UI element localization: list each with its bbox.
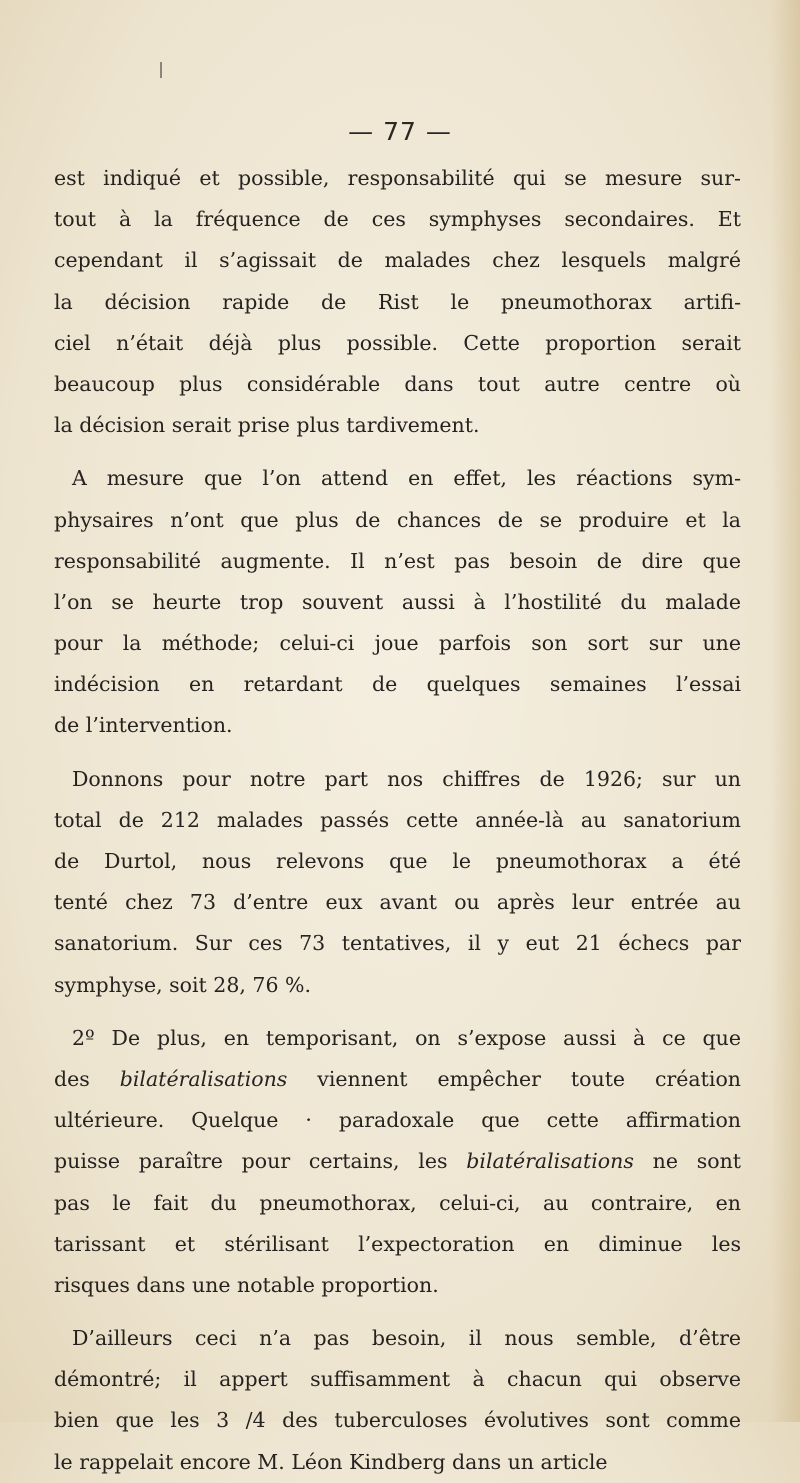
paragraph-gap xyxy=(54,747,741,759)
text-line: de Durtol, nous relevons que le pneumothorax a été xyxy=(54,849,741,873)
text-line: est indiqué et possible, responsabilité qui se mesure sur- xyxy=(54,166,741,190)
italic-term: bilatéralisations xyxy=(466,1149,634,1174)
text-line xyxy=(54,1059,741,1100)
text-line: tout à la fréquence de ces symphyses secondaires. Et xyxy=(54,207,741,232)
text-line: le rappelait encore M. Léon Kindberg dans un article xyxy=(54,1449,608,1474)
text-line: pour la méthode; celui-ci joue parfois son sort sur une xyxy=(54,631,741,656)
text-line: l’on se heurte trop souvent aussi à l’hostilité du malade xyxy=(54,589,741,614)
text-line xyxy=(54,1141,741,1182)
text-line: total de 212 malades passés cette année-là au sanatorium xyxy=(54,807,741,832)
text-line: la décision rapide de Rist le pneumothorax artifi- xyxy=(54,289,741,314)
text-segment: puisse paraître pour certains, les xyxy=(54,1149,467,1174)
text-line: A mesure que l’on attend en effet, les réactions sym- xyxy=(72,466,741,491)
page-number: — 77 — xyxy=(348,117,452,146)
text-segment: viennent empêcher toute création xyxy=(287,1066,741,1091)
text-line: pas le fait du pneumothorax, celui-ci, au contraire, en xyxy=(54,1190,741,1215)
text-line: Donnons pour notre part nos chiffres de 1926; sur un xyxy=(72,766,741,791)
text-line: beaucoup plus considérable dans tout autre centre où xyxy=(54,371,741,396)
body-text xyxy=(54,158,741,1483)
margin-mark xyxy=(160,62,162,78)
text-line: de l’intervention. xyxy=(54,713,233,738)
text-line: indécision en retardant de quelques semaines l’essai xyxy=(54,672,741,697)
text-line: démontré; il appert suffisamment à chacun qui observe xyxy=(54,1367,741,1392)
text-line: responsabilité augmente. Il n’est pas besoin de dire que xyxy=(54,548,741,573)
paragraph-gap xyxy=(54,1006,741,1018)
text-line: cependant il s’agissait de malades chez lesquels malgré xyxy=(54,248,741,273)
text-line: sanatorium. Sur ces 73 tentatives, il y eut 21 échecs par xyxy=(54,931,741,956)
text-line: symphyse, soit 28, 76 %. xyxy=(54,972,312,997)
text-line: tenté chez 73 d’entre eux avant ou après leur entrée au xyxy=(54,890,741,915)
text-line: risques dans une notable proportion. xyxy=(54,1272,439,1297)
text-line: la décision serait prise plus tardivement. xyxy=(54,413,480,438)
text-line: bien que les 3 /4 des tuberculoses évolutives sont comme xyxy=(54,1408,741,1433)
text-line: ultérieure. Quelque · paradoxale que cette affirmation xyxy=(54,1108,741,1133)
text-line: 2º De plus, en temporisant, on s’expose aussi à ce que xyxy=(72,1025,741,1050)
page-edge-shadow xyxy=(770,0,800,1422)
italic-term: bilatéralisations xyxy=(119,1066,288,1091)
text-line: physaires n’ont que plus de chances de se produire et la xyxy=(54,507,741,532)
text-line: tarissant et stérilisant l’expectoration en diminue les xyxy=(54,1231,741,1256)
paragraph-gap xyxy=(54,1306,741,1318)
text-segment: ne sont xyxy=(633,1149,741,1174)
text-line: ciel n’était déjà plus possible. Cette proportion serait xyxy=(54,330,741,355)
text-segment: des xyxy=(54,1066,120,1091)
paragraph-gap xyxy=(54,446,741,458)
text-line: D’ailleurs ceci n’a pas besoin, il nous semble, d’être xyxy=(72,1326,741,1351)
